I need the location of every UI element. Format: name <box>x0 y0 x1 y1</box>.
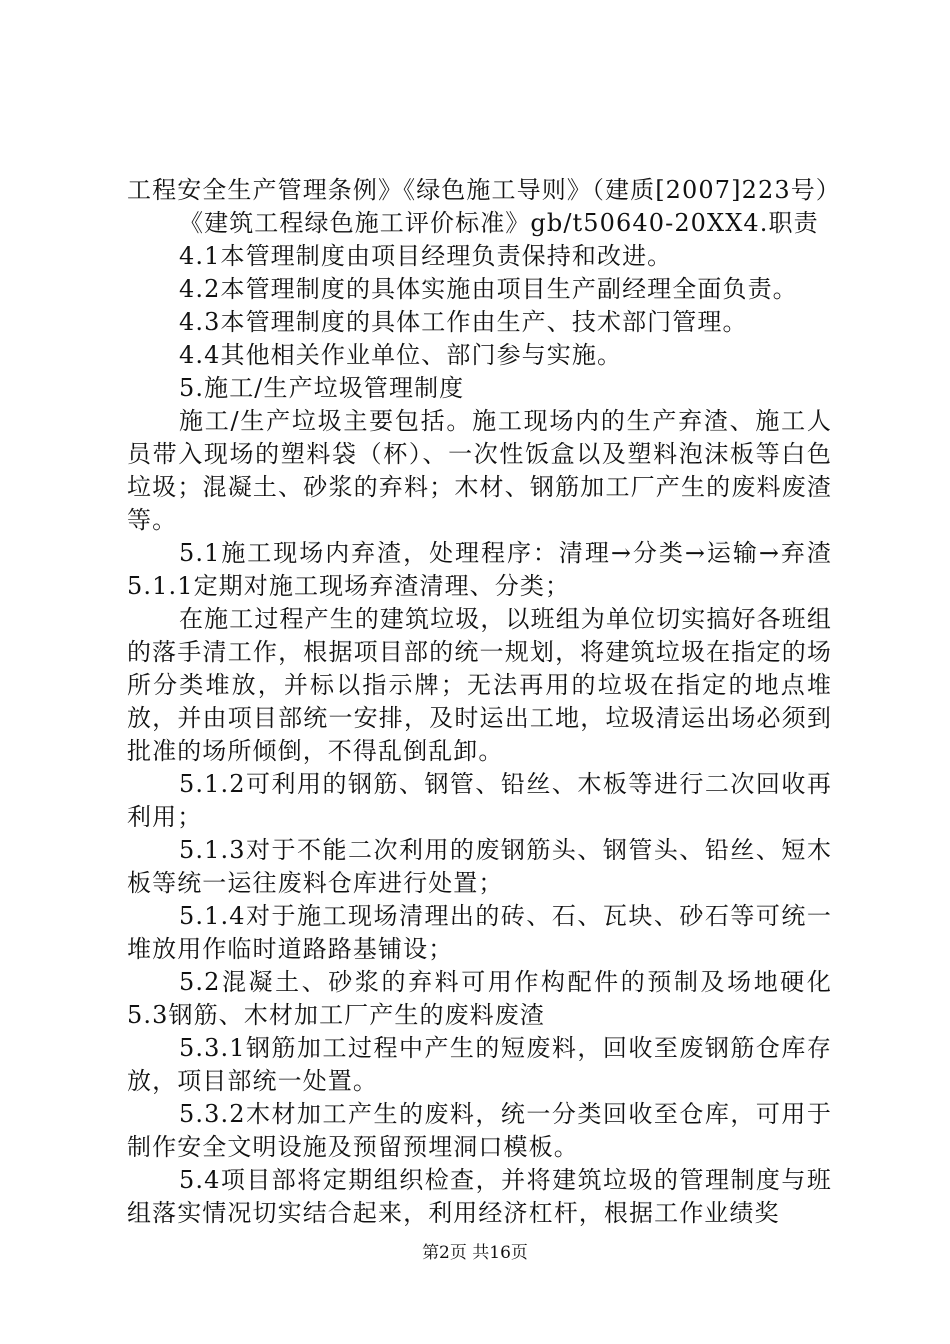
paragraph: 工程安全生产管理条例》《绿色施工导则》（建质[2007]223号） <box>127 176 841 204</box>
paragraph: 4.1本管理制度由项目经理负责保持和改进。 <box>179 242 673 270</box>
paragraph: 5.1.2可利用的钢筋、钢管、铅丝、木板等进行二次回收再利用； <box>127 770 832 831</box>
paragraph: 5.4项目部将定期组织检查，并将建筑垃圾的管理制度与班组落实情况切实结合起来，利用经济杠杆，根据工作业绩奖 <box>127 1166 832 1227</box>
page-footer: 第2页 共16页 <box>422 1243 528 1263</box>
paragraph: 5.3.2木材加工产生的废料，统一分类回收至仓库，可用于制作安全文明设施及预留预埋洞口模板。 <box>127 1100 832 1161</box>
paragraph: 施工/生产垃圾主要包括。施工现场内的生产弃渣、施工人员带入现场的塑料袋（杯）、一次性饭盒以及塑料泡沫板等白色垃圾；混凝土、砂浆的弃料；木材、钢筋加工厂产生的废料废渣等。 <box>127 407 832 534</box>
paragraph: 在施工过程产生的建筑垃圾，以班组为单位切实搞好各班组的落手清工作，根据项目部的统一规划，将建筑垃圾在指定的场所分类堆放，并标以指示牌；无法再用的垃圾在指定的地点堆放，并由项目部统一安排，及时运出工地，垃圾清运出场必须到批准的场所倾倒，不得乱倒乱卸。 <box>127 605 832 765</box>
paragraph: 4.4其他相关作业单位、部门参与实施。 <box>179 341 623 369</box>
paragraph: 5.1.4对于施工现场清理出的砖、石、瓦块、砂石等可统一堆放用作临时道路路基铺设； <box>127 902 832 963</box>
document-body <box>127 174 841 1230</box>
paragraph: 4.2本管理制度的具体实施由项目生产副经理全面负责。 <box>179 275 798 303</box>
paragraph: 《建筑工程绿色施工评价标准》gb/t50640-20XX4.职责 <box>179 209 819 237</box>
paragraph: 5.2混凝土、砂浆的弃料可用作构配件的预制及场地硬化5.3钢筋、木材加工厂产生的废料废渣 <box>127 968 832 1029</box>
paragraph: 4.3本管理制度的具体工作由生产、技术部门管理。 <box>179 308 748 336</box>
paragraph: 5.1施工现场内弃渣，处理程序：清理→分类→运输→弃渣5.1.1定期对施工现场弃渣清理、分类； <box>127 539 832 600</box>
paragraph: 5.施工/生产垃圾管理制度 <box>179 374 465 402</box>
paragraph: 5.1.3对于不能二次利用的废钢筋头、钢管头、铅丝、短木板等统一运往废料仓库进行处置； <box>127 836 832 897</box>
paragraph: 5.3.1钢筋加工过程中产生的短废料，回收至废钢筋仓库存放，项目部统一处置。 <box>127 1034 832 1095</box>
